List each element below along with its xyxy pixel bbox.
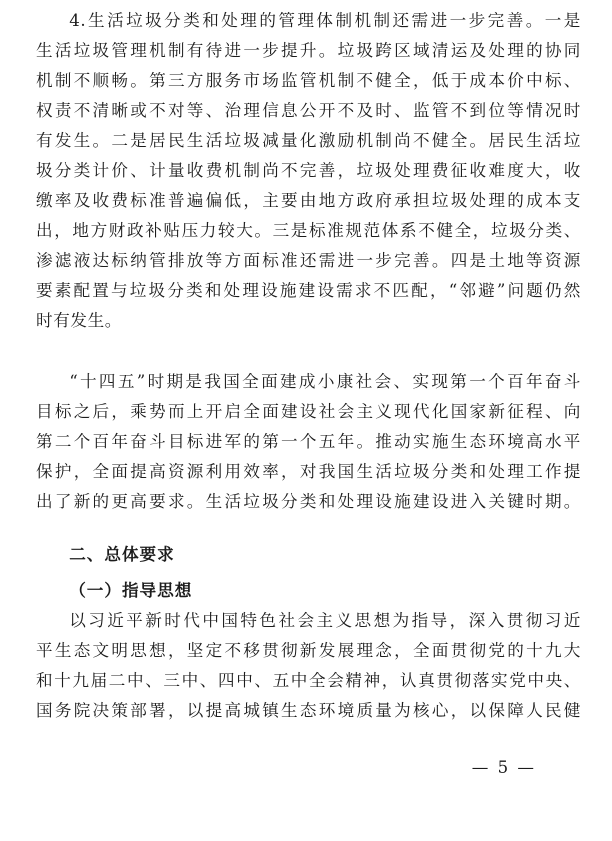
subsection-heading: （一）指导思想 [69, 580, 193, 600]
text-line: “十四五”时期是我国全面建成小康社会、实现第一个百年奋斗 [69, 372, 581, 391]
section-heading: 二、总体要求 [69, 545, 175, 564]
paragraph-management-mechanism [36, 6, 581, 336]
text-line: 机制不顺畅。第三方服务市场监管机制不健全，低于成本价中标、 [36, 71, 581, 90]
text-line: 平生态文明思想，坚定不移贯彻新发展理念，全面贯彻党的十九大 [36, 641, 581, 660]
text-line: 出，地方财政补贴压力较大。三是标准规范体系不健全，垃圾分类、 [36, 221, 581, 240]
text-line: 和十九届二中、三中、四中、五中全会精神，认真贯彻落实党中央、 [36, 671, 581, 690]
text-line: 4.生活垃圾分类和处理的管理体制机制还需进一步完善。一是 [69, 11, 581, 30]
text-line: 出了新的更高要求。生活垃圾分类和处理设施建设进入关键时期。 [36, 492, 581, 511]
text-line: 渗滤液达标纳管排放等方面标准还需进一步完善。四是土地等资源 [36, 251, 581, 270]
text-line: 权责不清晰或不对等、治理信息公开不及时、监管不到位等情况时 [36, 101, 581, 120]
text-line: 第二个百年奋斗目标进军的第一个五年。推动实施生态环境高水平 [36, 432, 581, 451]
text-line: 时有发生。 [36, 311, 122, 330]
text-line: 圾分类计价、计量收费机制尚不完善，垃圾处理费征收难度大，收 [36, 161, 581, 180]
text-line: 生活垃圾管理机制有待进一步提升。垃圾跨区域清运及处理的协同 [36, 41, 581, 60]
text-line: 缴率及收费标准普遍偏低，主要由地方政府承担垃圾处理的成本支 [36, 191, 581, 210]
text-line: 目标之后，乘势而上开启全面建设社会主义现代化国家新征程、向 [36, 402, 581, 421]
page-number: — 5 — [471, 758, 536, 777]
paragraph-14th-five-year [36, 367, 581, 517]
text-line: 有发生。二是居民生活垃圾减量化激励机制尚不健全。居民生活垃 [36, 131, 581, 150]
text-line: 以习近平新时代中国特色社会主义思想为指导，深入贯彻习近 [69, 611, 581, 630]
text-line: 国务院决策部署，以提高城镇生态环境质量为核心，以保障人民健 [36, 701, 581, 720]
paragraph-guiding-ideology [36, 606, 581, 726]
text-line: 保护，全面提高资源利用效率，对我国生活垃圾分类和处理工作提 [36, 462, 581, 481]
text-line: 要素配置与垃圾分类和处理设施建设需求不匹配，“邻避”问题仍然 [36, 281, 581, 300]
